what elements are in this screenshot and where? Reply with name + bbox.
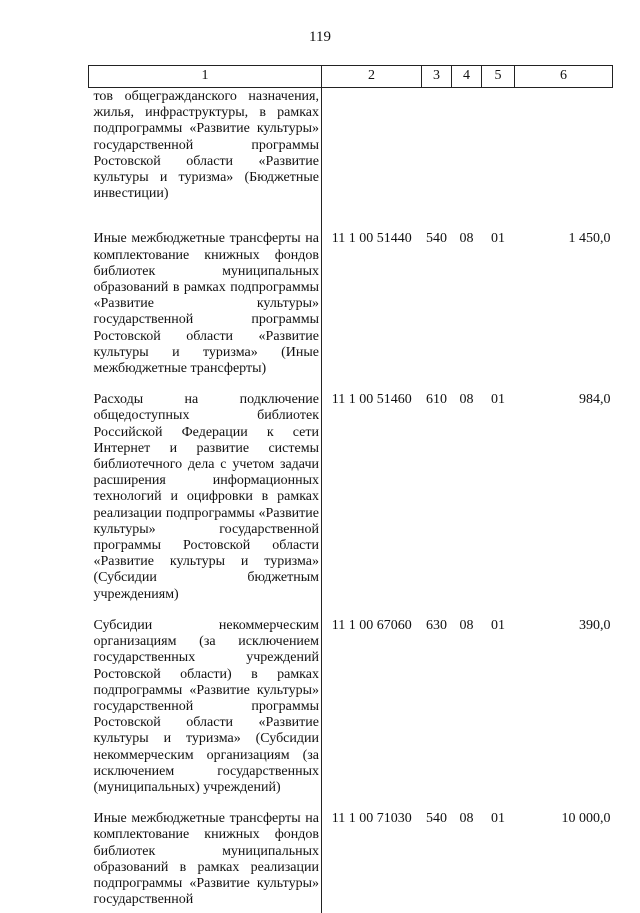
row-description: Субсидии некоммерческим организациям (за исключением государственных учреждений Ростовской области) в рамках подпрограммы «Развитие культуры» государственной программы Ростовской области «Развитие культуры и туризма» (Субсидии некоммерческим организациям (за исключением государственных (муниципальных) учреждений) <box>89 608 322 801</box>
row-description: тов общегражданского назначения, жилья, инфраструктуры, в рамках подпрограммы «Развитие культуры» государственной программы Ростовской области «Развитие культуры и туризма» (Бюджетные инвестиции) <box>89 88 322 222</box>
row-pr: 01 <box>491 231 505 247</box>
row-amount: 390,0 <box>579 617 611 633</box>
row-pr: 01 <box>491 392 505 408</box>
header-col-3: 3 <box>422 66 452 88</box>
row-rz: 08 <box>459 231 474 247</box>
row-code: 11 1 00 51440 <box>331 231 412 247</box>
header-col-1: 1 <box>89 66 322 88</box>
row-pr: 01 <box>491 811 505 827</box>
row-code <box>322 88 422 222</box>
row-code: 11 1 00 67060 <box>331 617 412 633</box>
header-col-2: 2 <box>322 66 422 88</box>
row-vr: 630 <box>426 617 447 633</box>
table-row <box>89 801 613 913</box>
row-code: 11 1 00 71030 <box>331 811 412 827</box>
row-vr: 610 <box>426 392 447 408</box>
row-amount: 1 450,0 <box>568 231 611 247</box>
row-code: 11 1 00 51460 <box>331 392 412 408</box>
table-row <box>89 382 613 608</box>
row-vr: 540 <box>426 811 447 827</box>
table-row <box>89 608 613 801</box>
row-vr: 540 <box>426 231 447 247</box>
header-col-4: 4 <box>452 66 482 88</box>
row-description: Расходы на подключение общедоступных библиотек Российской Федерации к сети Интернет и развитие системы библиотечного дела с учетом задачи расширения информационных технологий и оцифровки в рамках реализации подпрограммы «Развитие культуры» государственной программы Ростовской области «Развитие культуры и туризма» (Субсидии бюджетным учреждениям) <box>89 382 322 608</box>
table-header-row <box>89 66 613 88</box>
row-pr: 01 <box>491 617 505 633</box>
row-amount <box>515 88 613 222</box>
row-vr <box>422 88 452 222</box>
row-description: Иные межбюджетные трансферты на комплектование книжных фондов библиотек муниципальных образований в рамках подпрограммы «Развитие культуры» государственной программы Ростовской области «Развитие культуры и туризма» (Иные межбюджетные трансферты) <box>89 221 322 382</box>
row-amount: 10 000,0 <box>561 811 611 827</box>
row-rz: 08 <box>459 811 474 827</box>
row-pr <box>482 88 515 222</box>
table-row <box>89 221 613 382</box>
row-description: Иные межбюджетные трансферты на комплектование книжных фондов библиотек муниципальных образований в рамках реализации подпрограммы «Развитие культуры» государственной <box>89 801 322 913</box>
page-number: 119 <box>309 29 331 45</box>
header-col-6: 6 <box>515 66 613 88</box>
row-rz: 08 <box>459 392 474 408</box>
row-amount: 984,0 <box>579 392 611 408</box>
header-col-5: 5 <box>482 66 515 88</box>
row-rz: 08 <box>459 617 474 633</box>
row-rz <box>452 88 482 222</box>
table-row <box>89 88 613 222</box>
budget-table <box>88 65 613 913</box>
